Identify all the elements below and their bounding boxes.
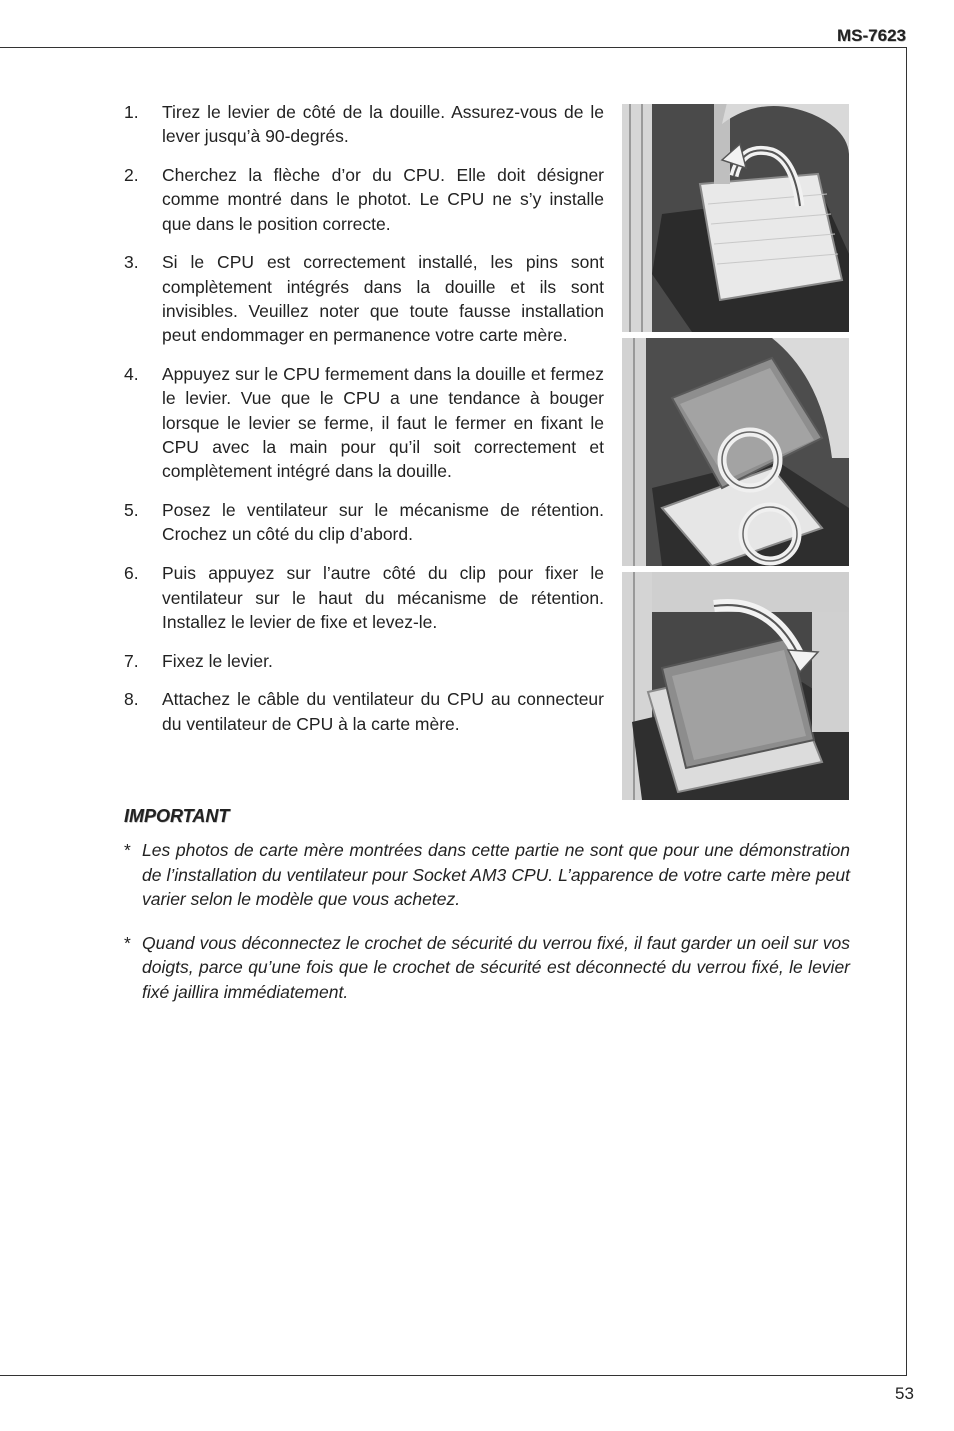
header-rule [0, 47, 907, 48]
step-text: Posez le ventilateur sur le mécanisme de rétention. Crochez un côté du clip d’abord. [162, 500, 604, 545]
installation-photos [622, 104, 849, 806]
step-text: Puis appuyez sur l’autre côté du clip pour fixer le ventilateur sur le haut du mécanisme de rétention. Installez le levier de fixe et levez-le. [162, 563, 604, 632]
step-7 [124, 649, 604, 673]
note-item [124, 931, 850, 1005]
step-number: 6. [124, 563, 139, 584]
note-text: Quand vous déconnectez le crochet de sécurité du verrou fixé, il faut garder un oeil sur vos doigts, parce qu’une fois que le crochet de sécurité est déconnecté du verrou fixé, le levier fixé jaillira immédiatement. [142, 932, 850, 1002]
important-notes [124, 838, 850, 1023]
page-number: 53 [895, 1384, 914, 1403]
step-text: Tirez le levier de côté de la douille. Assurez-vous de le lever jusqu’à 90-degrés. [162, 102, 604, 147]
important-heading: IMPORTANT [124, 806, 230, 826]
step-number: 8. [124, 689, 139, 710]
step-4 [124, 362, 604, 483]
note-item [124, 838, 850, 912]
step-number: 3. [124, 252, 139, 273]
footer-rule [0, 1375, 907, 1376]
step-1 [124, 100, 604, 149]
installation-steps [124, 100, 604, 751]
step-number: 5. [124, 500, 139, 521]
step-number: 1. [124, 102, 139, 122]
step-text: Fixez le levier. [162, 650, 273, 671]
photo-lever-close [622, 572, 849, 800]
step-8 [124, 687, 604, 736]
step-number: 7. [124, 650, 139, 671]
step-text: Si le CPU est correctement installé, les pins sont complètement intégrés dans la douille et ils sont invisibles. Veuillez noter que toute fausse installation peut endommager en permanence votre carte mère. [162, 252, 604, 346]
photo-lever-lift [622, 104, 849, 332]
asterisk-marker: * [124, 932, 131, 953]
asterisk-marker: * [124, 840, 131, 860]
step-6 [124, 561, 604, 634]
step-text: Attachez le câble du ventilateur du CPU au connecteur du ventilateur de CPU à la carte mère. [162, 689, 604, 734]
step-5 [124, 498, 604, 547]
step-number: 4. [124, 364, 139, 385]
step-text: Appuyez sur le CPU fermement dans la douille et fermez le levier. Vue que le CPU a une tendance à bouger lorsque le levier se ferme, il faut le fermer en fixant le CPU avec la main pour qu’il soit correctement et complètement intégré dans la douille. [162, 364, 604, 482]
step-2 [124, 163, 604, 236]
photo-cpu-align [622, 338, 849, 566]
step-text: Cherchez la flèche d’or du CPU. Elle doit désigner comme montré dans le photot. Le CPU ne s’y installe que dans le position correcte. [162, 165, 604, 234]
step-number: 2. [124, 165, 139, 186]
note-text: Les photos de carte mère montrées dans cette partie ne sont que pour une démonstration de l’installation du ventilateur pour Socket AM3 CPU. L’apparence de votre carte mère peut varier selon le modèle que vous achetez. [142, 840, 850, 909]
step-3 [124, 250, 604, 347]
model-number: MS-7623 [837, 26, 906, 45]
margin-rule [906, 47, 907, 1375]
